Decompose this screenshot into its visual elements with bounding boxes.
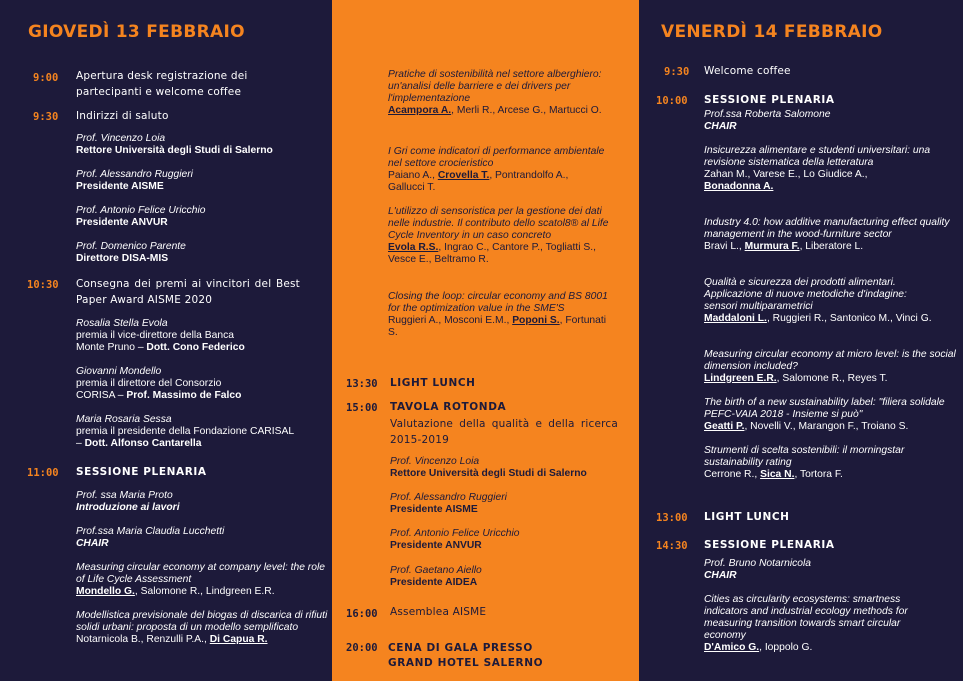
time-9-30: 9:30: [664, 66, 690, 78]
coauthors: Paiano A.,: [388, 170, 438, 181]
gala-line: GRAND HOTEL SALERNO: [388, 657, 544, 669]
middle-column: [332, 0, 639, 681]
talk-title: Pratiche di sostenibilità nel settore alberghiero: un'analisi delle barriere e dei drivers per l'implementazione: [388, 69, 602, 104]
time-9-00: 9:00: [33, 72, 59, 84]
coauthors: , Novelli V., Marangon F., Troiano S.: [744, 421, 909, 432]
speaker-role: Presidente ANVUR: [76, 217, 168, 228]
award-line: Monte Pruno –: [76, 342, 147, 353]
gala-dinner: [388, 641, 543, 671]
coauthors: , Fortunati S.: [388, 315, 607, 338]
chair-name: Prof. ssa Maria Proto: [76, 490, 173, 501]
talk-title: Modellistica previsionale del biogas di discarica di rifiuti solidi urbani: proposta di un modello semplificato: [76, 610, 328, 633]
round-table-heading: TAVOLA ROTONDA: [390, 401, 507, 413]
thursday-column: [0, 0, 332, 681]
award-presenter: Giovanni Mondello: [76, 366, 162, 377]
award-recipient: Prof. Massimo de Falco: [126, 390, 242, 401]
award-line: CORISA –: [76, 390, 127, 401]
time-13-00: 13:00: [656, 512, 688, 524]
speaker-name: Prof. Domenico Parente: [76, 241, 186, 252]
thursday-title: GIOVEDÌ 13 FEBBRAIO: [28, 22, 245, 42]
speaker-role: Rettore Università degli Studi di Salerno: [76, 145, 273, 156]
coauthors: , Ingrao C., Cantore P., Togliatti S., Vesce E., Beltramo R.: [388, 242, 596, 265]
speaker-block: [76, 133, 326, 157]
greetings-text: Indirizzi di saluto: [76, 110, 169, 122]
speaker-block: [76, 241, 326, 265]
talk-block: [704, 594, 942, 654]
presenter-author: Evola R.S.: [388, 242, 439, 253]
coauthors: , Merli R., Arcese G., Martucci O.: [451, 105, 602, 116]
chair-name: Prof.ssa Maria Claudia Lucchetti: [76, 526, 225, 537]
award-block: [76, 414, 328, 450]
presenter-author: Murmura F.: [744, 241, 800, 252]
time-10-00: 10:00: [656, 95, 688, 107]
speaker-block: [76, 169, 326, 193]
talk-block: [704, 349, 956, 385]
coauthors: , Salomone R., Reyes T.: [776, 373, 888, 384]
talk-title: The birth of a new sustainability label: "filiera solidale PEFC-VAIA 2018 - Insieme si può": [704, 397, 945, 420]
round-table-subtitle: Valutazione della qualità e della ricerca 2015-2019: [390, 418, 618, 446]
coauthors: Bravi L.,: [704, 241, 745, 252]
coauthors: Zahan M., Varese E., Lo Giudice A.,: [704, 169, 868, 180]
chair-block: [704, 109, 954, 133]
session-heading: SESSIONE PLENARIA: [704, 539, 835, 551]
speaker-block: [76, 205, 326, 229]
speaker-block: [390, 528, 630, 552]
talk-block: [388, 69, 612, 117]
talk-title: Industry 4.0: how additive manufacturing effect quality management in the wood-furniture sector: [704, 217, 950, 240]
chair-block: [76, 526, 326, 550]
award-recipient: Dott. Alfonso Cantarella: [84, 438, 202, 449]
presenter-author: D'Amico G.: [704, 642, 760, 653]
speaker-role: Presidente AISME: [76, 181, 164, 192]
presenter-author: Bonadonna A.: [704, 181, 774, 192]
coauthors: Cerrone R.,: [704, 469, 761, 480]
coauthors: , Ruggieri R., Santonico M., Vinci G.: [766, 313, 932, 324]
talk-title: L'utilizzo di sensoristica per la gestione dei dati nelle industrie. Il contributo dello scatol8® al Life Cycle Inventory in un caso concreto: [388, 206, 609, 241]
award-line: premia il vice-direttore della Banca: [76, 330, 234, 341]
speaker-role: Presidente ANVUR: [390, 540, 482, 551]
talk-block: [704, 217, 954, 253]
presenter-author: Lindgreen E.R.: [704, 373, 777, 384]
speaker-block: [390, 565, 630, 589]
presenter-author: Mondello G.: [76, 586, 135, 597]
speaker-name: Prof. Alessandro Ruggieri: [76, 169, 193, 180]
time-15-00: 15:00: [346, 402, 378, 414]
time-13-30: 13:30: [346, 378, 378, 390]
presenter-author: Poponi S.: [512, 315, 560, 326]
award-block: [76, 366, 328, 402]
registration-text: Apertura desk registrazione dei partecipanti e welcome coffee: [76, 70, 248, 98]
speaker-name: Prof. Antonio Felice Uricchio: [76, 205, 206, 216]
chair-name: Prof.ssa Roberta Salomone: [704, 109, 831, 120]
time-9-30: 9:30: [33, 111, 59, 123]
chair-block: [704, 558, 954, 582]
talk-title: Insicurezza alimentare e studenti universitari: una revisione sistematica della letteratura: [704, 145, 931, 168]
award-text: Consegna dei premi ai vincitori del Best Paper Award AISME 2020: [76, 278, 300, 306]
talk-block: [76, 610, 328, 646]
award-block: [76, 318, 328, 354]
lunch-heading: LIGHT LUNCH: [704, 511, 790, 523]
coauthors: , Liberatore L.: [799, 241, 864, 252]
talk-title: Qualità e sicurezza dei prodotti alimentari. Applicazione di nuove metodiche d'indagine: sensori multiparametrici: [704, 277, 907, 312]
talk-block: [704, 277, 942, 325]
speaker-name: Prof. Vincenzo Loia: [76, 133, 166, 144]
chair-role: CHAIR: [704, 570, 737, 581]
talk-title: Cities as circularity ecosystems: smartness indicators and industrial ecology methods for measuring transition towards smart circular economy: [704, 594, 908, 641]
coauthors: , Tortora F.: [794, 469, 843, 480]
time-14-30: 14:30: [656, 540, 688, 552]
speaker-role: Rettore Università degli Studi di Salerno: [390, 468, 587, 479]
talk-title: Measuring circular economy at micro level: is the social dimension included?: [704, 349, 956, 372]
talk-block: [388, 291, 610, 339]
speaker-role: Direttore DISA-MIS: [76, 253, 169, 264]
coauthors: Notarnicola B., Renzulli P.A.,: [76, 634, 210, 645]
chair-name: Prof. Bruno Notarnicola: [704, 558, 812, 569]
speaker-name: Prof. Gaetano Aiello: [390, 565, 482, 576]
award-recipient: Dott. Cono Federico: [146, 342, 245, 353]
talk-title: Closing the loop: circular economy and BS 8001 for the optimization value in the SME'S: [388, 291, 608, 314]
coauthors: Ruggieri A., Mosconi E.M.,: [388, 315, 513, 326]
friday-column: [639, 0, 963, 681]
gala-line: CENA DI GALA PRESSO: [388, 642, 533, 654]
talk-title: Strumenti di scelta sostenibili: il morningstar sustainability rating: [704, 445, 905, 468]
talk-title: I Gri come indicatori di performance ambientale nel settore crocieristico: [388, 146, 605, 169]
presenter-author: Sica N.: [760, 469, 795, 480]
talk-block: [388, 206, 610, 266]
speaker-role: Presidente AIDEA: [390, 577, 478, 588]
chair-block: [76, 490, 326, 514]
coauthors: , Ioppolo G.: [759, 642, 813, 653]
coauthors: , Pontrandolfo A., Gallucci T.: [388, 170, 569, 193]
chair-role: CHAIR: [704, 121, 737, 132]
award-line: –: [76, 438, 85, 449]
session-heading: SESSIONE PLENARIA: [76, 466, 207, 478]
assembly-text: Assemblea AISME: [390, 606, 487, 618]
talk-block: [76, 562, 326, 598]
presenter-author: Crovella T.: [437, 170, 490, 181]
time-10-30: 10:30: [27, 279, 59, 291]
talk-block: [388, 146, 606, 194]
time-11-00: 11:00: [27, 467, 59, 479]
coauthors: , Salomone R., Lindgreen E.R.: [134, 586, 275, 597]
presenter-author: Maddaloni L.: [704, 313, 767, 324]
award-presenter: Maria Rosaria Sessa: [76, 414, 172, 425]
welcome-coffee: Welcome coffee: [704, 65, 791, 77]
talk-title: Measuring circular economy at company level: the role of Life Cycle Assessment: [76, 562, 325, 585]
friday-title: VENERDÌ 14 FEBBRAIO: [661, 22, 883, 42]
presenter-author: Acampora A.: [388, 105, 452, 116]
speaker-role: Presidente AISME: [390, 504, 478, 515]
award-line: premia il presidente della Fondazione CARISAL: [76, 426, 295, 437]
speaker-name: Prof. Vincenzo Loia: [390, 456, 480, 467]
award-presenter: Rosalia Stella Evola: [76, 318, 168, 329]
time-16-00: 16:00: [346, 608, 378, 620]
presenter-author: Geatti P.: [704, 421, 745, 432]
speaker-name: Prof. Antonio Felice Uricchio: [390, 528, 520, 539]
speaker-block: [390, 456, 630, 480]
talk-block: [704, 397, 952, 433]
talk-block: [704, 445, 944, 481]
chair-role: Introduzione ai lavori: [76, 502, 180, 513]
time-20-00: 20:00: [346, 642, 378, 654]
chair-role: CHAIR: [76, 538, 109, 549]
presenter-author: Di Capua R.: [209, 634, 268, 645]
lunch-heading: LIGHT LUNCH: [390, 377, 476, 389]
speaker-block: [390, 492, 630, 516]
session-heading: SESSIONE PLENARIA: [704, 94, 835, 106]
speaker-name: Prof. Alessandro Ruggieri: [390, 492, 507, 503]
talk-block: [704, 145, 934, 193]
award-line: premia il direttore del Consorzio: [76, 378, 222, 389]
